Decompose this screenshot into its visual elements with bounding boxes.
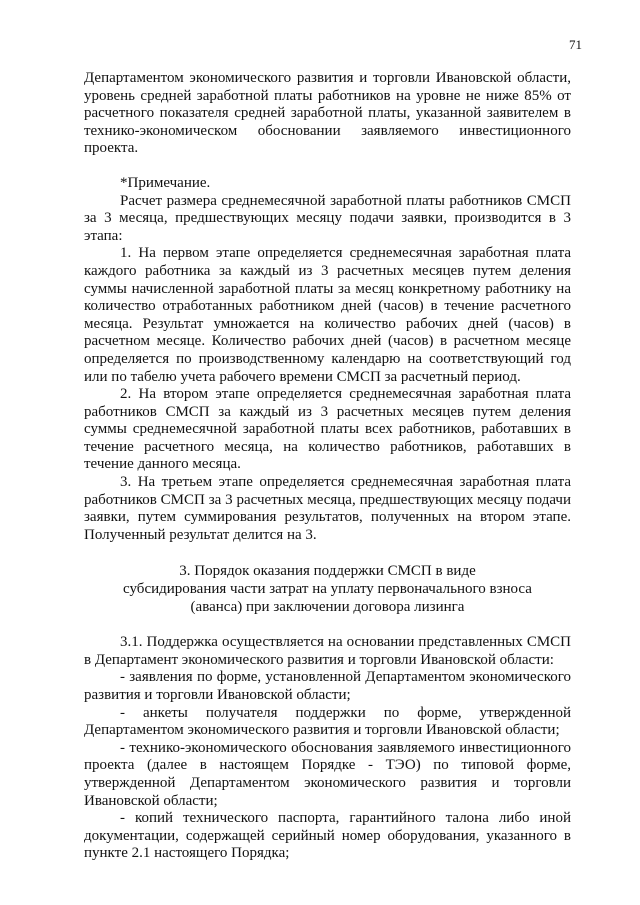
section-3-title-line-1: 3. Порядок оказания поддержки СМСП в виде	[179, 563, 476, 580]
intro-paragraph: Департаментом экономического развития и торговли Ивановской области, уровень средней заработной платы работников на уровне не ниже 85% от расчетного показателя средней заработной платы, указанной заявителем в технико-экономическом обосновании заявляемого инвестиционного проекта.	[84, 70, 571, 157]
section-3-title-line-2: субсидирования части затрат на уплату первоначального взноса	[123, 581, 532, 598]
note-step-3: 3. На третьем этапе определяется среднемесячная заработная плата работников СМСП за 3 расчетных месяца, предшествующих месяцу подачи заявки, путем суммирования результатов, полученных на втором этапе. Полученный результат делится на 3.	[84, 474, 571, 543]
section-3-title-line-3: (аванса) при заключении договора лизинга	[190, 598, 465, 615]
list-item-questionnaire: - анкеты получателя поддержки по форме, утвержденной Департаментом экономического развития и торговли Ивановской области;	[84, 704, 571, 739]
list-item-feasibility-study: - технико-экономического обоснования заявляемого инвестиционного проекта (далее в настоящем Порядке - ТЭО) по типовой форме, утвержденной Департаментом экономического развития и торговли Ивановской области;	[84, 739, 571, 809]
note-title: *Примечание.	[120, 174, 211, 191]
page-content	[84, 70, 571, 863]
page-number: 71	[569, 37, 582, 52]
note-step-1: 1. На первом этапе определяется среднемесячная заработная плата каждого работника за каждый из 3 расчетных месяцев путем деления суммы начисленной заработной платы за месяц конкретному работнику на количество отработанных работником дней (часов) в течение расчетного месяца. Результат умножается на количество рабочих дней (часов) в расчетном месяце. Количество рабочих дней (часов) в расчетном месяце определяется по производственному календарю на соответствующий год или по табелю учета рабочего времени СМСП за расчетный период.	[84, 245, 571, 385]
paragraph-3-1: 3.1. Поддержка осуществляется на основании представленных СМСП в Департамент экономического развития и торговли Ивановской области:	[84, 634, 571, 668]
section-3-title	[84, 563, 571, 616]
list-item-application: - заявления по форме, установленной Департаментом экономического развития и торговли Ивановской области;	[84, 669, 571, 703]
list-item-technical-passport: - копий технического паспорта, гарантийного талона либо иной документации, содержащей серийный номер оборудования, указанного в пункте 2.1 настоящего Порядка;	[84, 810, 571, 862]
note-step-2: 2. На втором этапе определяется среднемесячная заработная плата работников СМСП за каждый из 3 расчетных месяцев путем деления суммы среднемесячной заработной платы всех работников, работавших в течение расчетного месяца, на количество работников, работавших в течение данного месяца.	[84, 386, 571, 473]
note-intro: Расчет размера среднемесячной заработной платы работников СМСП за 3 месяца, предшествующих месяцу подачи заявки, производится в 3 этапа:	[84, 192, 571, 244]
